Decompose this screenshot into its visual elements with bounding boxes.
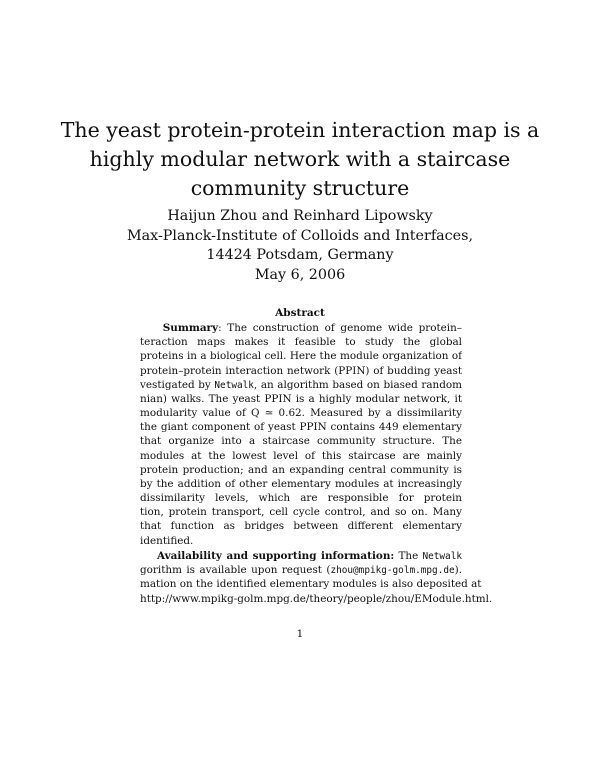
page-number: 1 [296,628,304,640]
title-line-3: community structure [190,176,410,200]
contact-email[interactable]: zhou@mpikg-golm.mpg.de [330,565,455,577]
summary-line: protein–protein interaction network (PPIN) of budding yeast [140,364,462,377]
abstract-summary [140,321,462,548]
availability-line: mation on the identified elementary modules is also deposited at [140,578,482,591]
module-url-link[interactable]: http://www.mpikg-golm.mpg.de/theory/people/zhou/EModule.html. [140,593,493,605]
author-block [80,207,520,266]
summary-line: dissimilarity levels, which are responsible for protein [140,492,462,505]
paper-title [60,116,540,203]
summary-line: that function as bridges between different elementary [140,520,462,533]
author-address: 14424 Potsdam, Germany [206,247,394,263]
availability-label: Availability and supporting information: [156,550,395,562]
summary-line: vestigated by Netwalk, an algorithm based on biased random [140,378,462,391]
netwalk-name: Netwalk [214,379,254,391]
summary-line: the giant component of yeast PPIN contains 449 elementary [140,421,462,434]
summary-label: Summary [162,322,219,334]
summary-line: modularity value of Q ≃ 0.62. Measured by a dissimilarity [140,407,462,420]
availability-line: gorithm is available upon request (zhou@mpikg-golm.mpg.de). [140,564,462,577]
summary-line: teraction maps makes it feasible to study the global [140,336,462,349]
summary-line: nian) walks. The yeast PPIN is a highly modular network, it [140,392,462,405]
summary-line: that organize into a staircase community structure. The [140,435,462,448]
title-line-2: highly modular network with a staircase [89,147,511,171]
paper-date: May 6, 2006 [254,267,346,283]
summary-line: tion, protein transport, cell cycle control, and so on. Many [140,506,462,519]
author-institute: Max-Planck-Institute of Colloids and Interfaces, [126,227,474,244]
summary-line: by the addition of other elementary modules at increasingly [140,477,462,490]
summary-line: Summary: The construction of genome wide protein– [162,322,462,334]
availability-line: Availability and supporting information: The Netwalk [156,550,462,562]
summary-line: protein production; and an expanding central community is [140,463,462,476]
author-names: Haijun Zhou and Reinhard Lipowsky [167,208,433,224]
availability-block [140,549,482,592]
summary-line: modules at the lowest level of this staircase are mainly [140,449,462,462]
abstract-heading: Abstract [275,307,325,319]
summary-line: identified. [140,534,194,547]
title-line-1: The yeast protein-protein interaction map is a [60,118,540,142]
netwalk-name: Netwalk [422,551,462,562]
summary-line: proteins in a biological cell. Here the module organization of [140,350,462,363]
